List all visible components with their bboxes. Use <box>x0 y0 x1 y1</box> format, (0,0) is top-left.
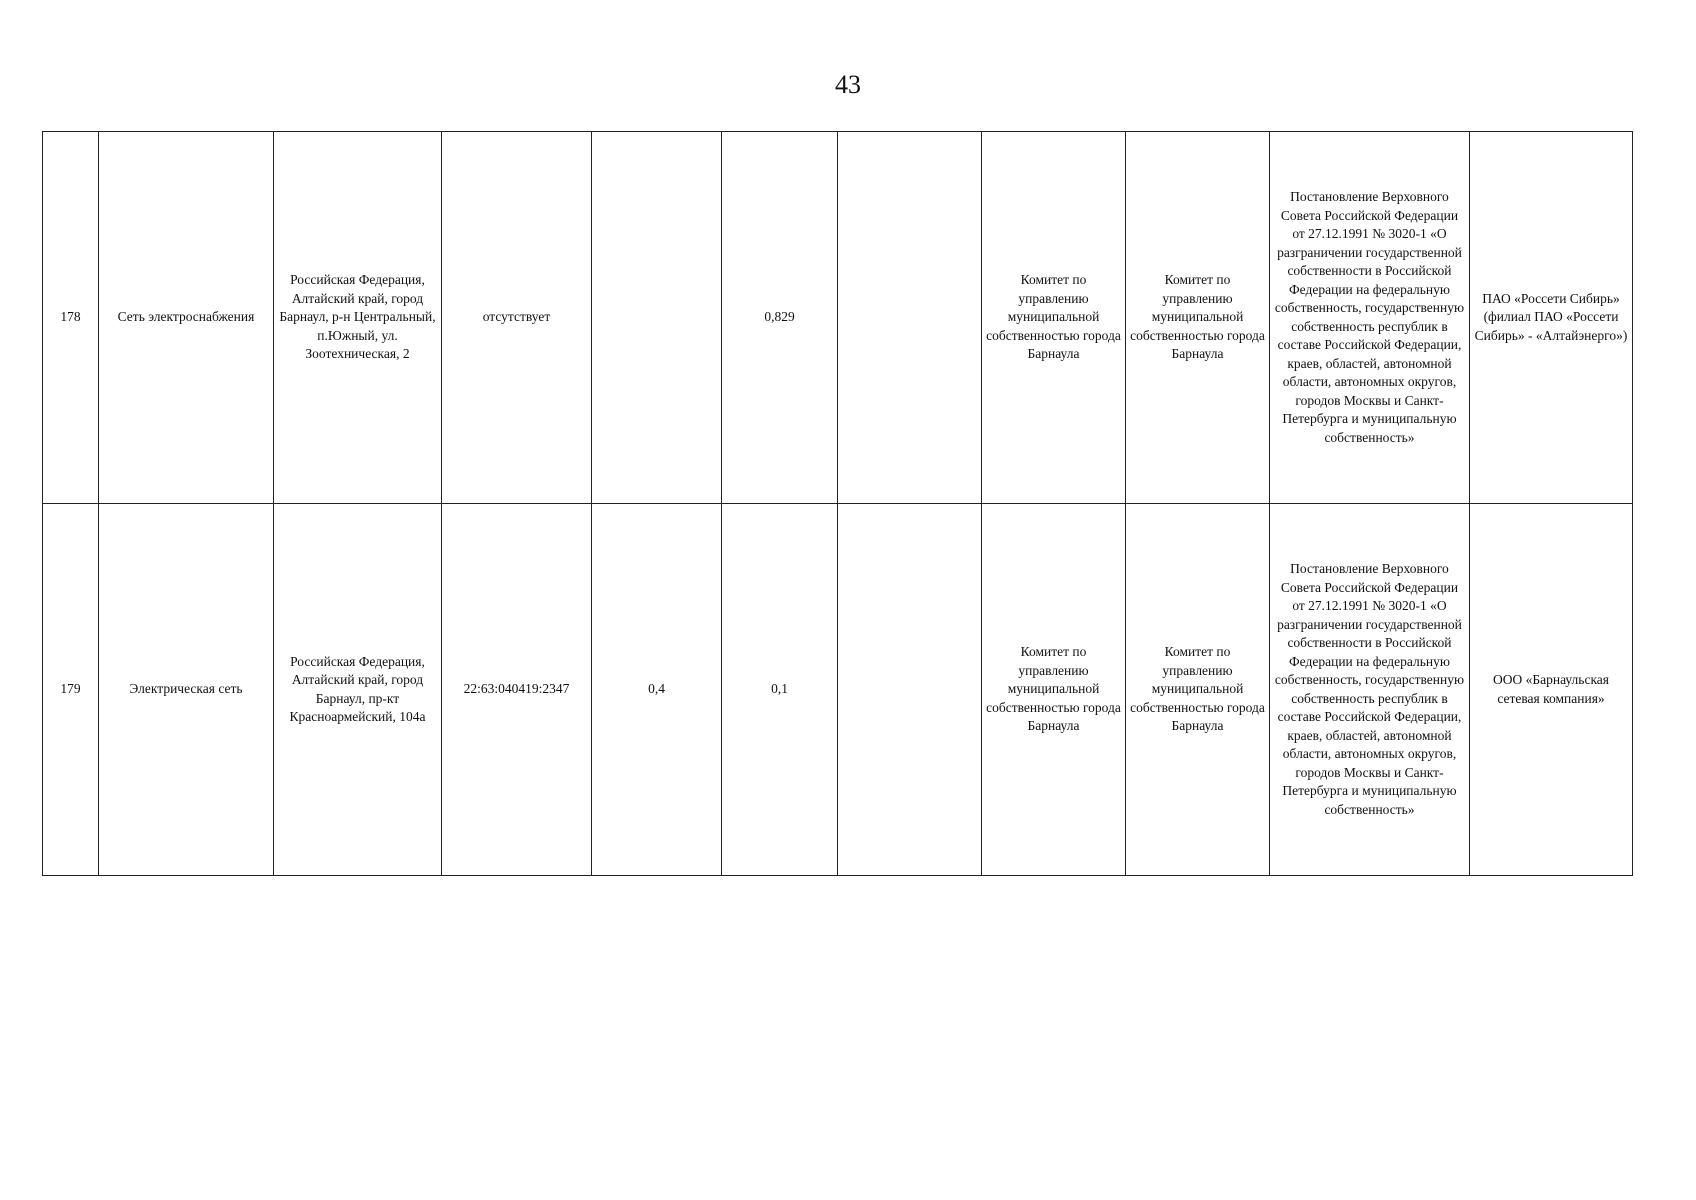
owner: Комитет по управлению муниципальной собственностью города Барнаула <box>1126 132 1270 504</box>
page-number: 43 <box>835 70 861 99</box>
object-address: Российская Федерация, Алтайский край, город Барнаул, пр-кт Красноармейский, 104а <box>274 504 442 876</box>
row-number: 179 <box>43 504 99 876</box>
rights-holder: Комитет по управлению муниципальной собственностью города Барнаула <box>982 132 1126 504</box>
value-cell-7 <box>838 504 982 876</box>
legal-basis: Постановление Верховного Совета Российской Федерации от 27.12.1991 № 3020-1 «О разграничении государственной собственности в Российской Федерации на федеральную собственность, государственную собственность республик в составе Российской Федерации, краев, областей, автономной области, автономных округов, городов Москвы и Санкт-Петербурга и муниципальную собственность» <box>1270 132 1470 504</box>
operating-organization: ПАО «Россети Сибирь» (филиал ПАО «Россети Сибирь» - «Алтайэнерго») <box>1470 132 1633 504</box>
object-name: Сеть электроснабжения <box>99 132 274 504</box>
cadastral-number: отсутствует <box>442 132 592 504</box>
operating-organization: ООО «Барнаульская сетевая компания» <box>1470 504 1633 876</box>
owner: Комитет по управлению муниципальной собственностью города Барнаула <box>1126 504 1270 876</box>
value-cell-5 <box>592 132 722 504</box>
cadastral-number: 22:63:040419:2347 <box>442 504 592 876</box>
value-cell-6: 0,1 <box>722 504 838 876</box>
object-name: Электрическая сеть <box>99 504 274 876</box>
object-address: Российская Федерация, Алтайский край, город Барнаул, р-н Центральный, п.Южный, ул. Зоотехническая, 2 <box>274 132 442 504</box>
value-cell-5: 0,4 <box>592 504 722 876</box>
row-number: 178 <box>43 132 99 504</box>
register-table <box>42 131 1633 876</box>
value-cell-7 <box>838 132 982 504</box>
table-row <box>43 504 1633 876</box>
value-cell-6: 0,829 <box>722 132 838 504</box>
rights-holder: Комитет по управлению муниципальной собственностью города Барнаула <box>982 504 1126 876</box>
table-row <box>43 132 1633 504</box>
legal-basis: Постановление Верховного Совета Российской Федерации от 27.12.1991 № 3020-1 «О разграничении государственной собственности в Российской Федерации на федеральную собственность, государственную собственность республик в составе Российской Федерации, краев, областей, автономной области, автономных округов, городов Москвы и Санкт-Петербурга и муниципальную собственность» <box>1270 504 1470 876</box>
